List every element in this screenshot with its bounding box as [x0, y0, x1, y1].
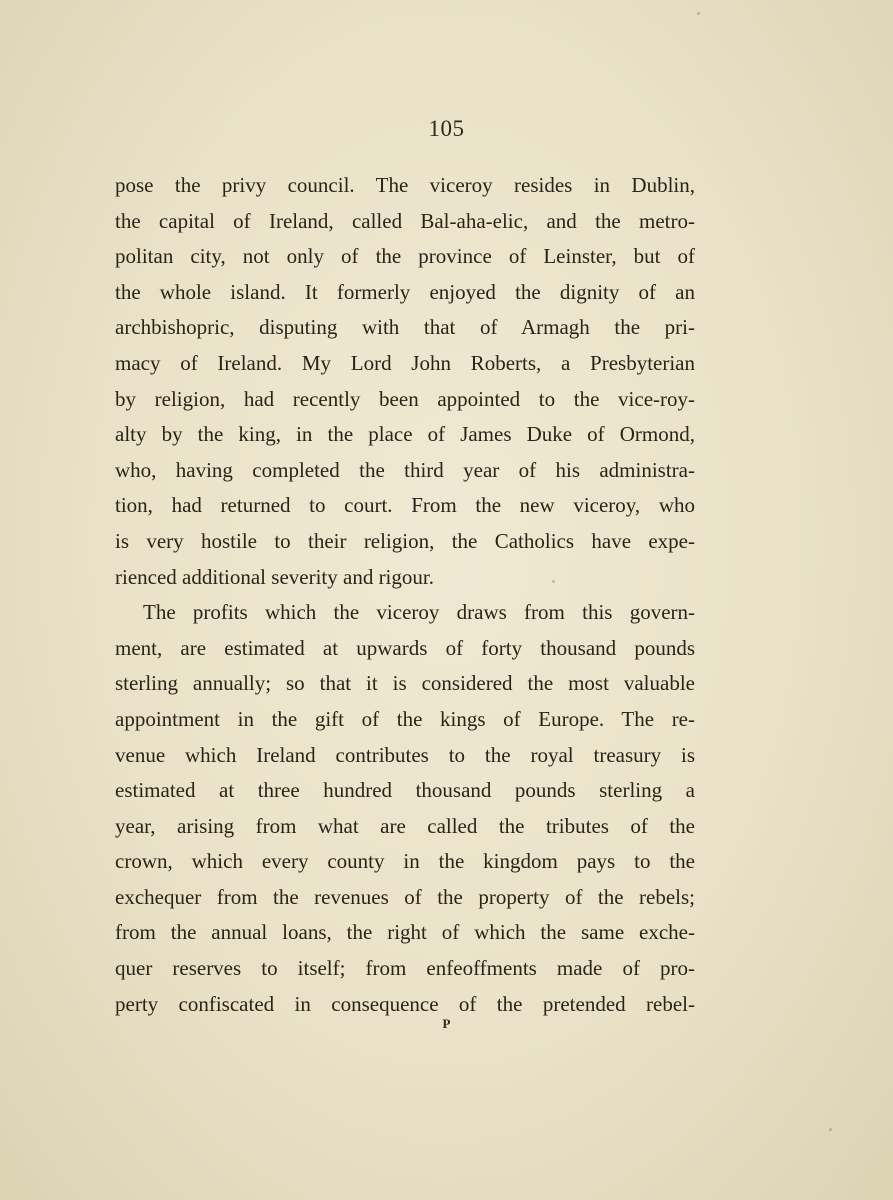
text-line: quer reserves to itself; from enfeoffments made of pro-	[115, 956, 695, 981]
text-line: sterling annually; so that it is considered the most valuable	[115, 671, 695, 696]
text-line: alty by the king, in the place of James Duke of Ormond,	[115, 422, 695, 447]
text-line: crown, which every county in the kingdom pays to the	[115, 849, 695, 874]
text-line: who, having completed the third year of his administra-	[115, 457, 695, 482]
text-line: venue which Ireland contributes to the royal treasury is	[115, 742, 695, 767]
text-line: exchequer from the revenues of the property of the rebels;	[115, 884, 695, 909]
paper-speck	[829, 1128, 832, 1131]
text-line: ment, are estimated at upwards of forty thousand pounds	[115, 635, 695, 660]
text-line: rienced additional severity and rigour.	[115, 564, 434, 589]
text-line: tion, had returned to court. From the new viceroy, who	[115, 493, 695, 518]
body-text	[115, 168, 695, 1022]
text-line: from the annual loans, the right of which the same exche-	[115, 920, 695, 945]
text-line: year, arising from what are called the tributes of the	[115, 813, 695, 838]
text-line: perty confiscated in consequence of the pretended rebel-	[115, 991, 695, 1016]
text-line: The profits which the viceroy draws from this govern-	[143, 600, 695, 625]
text-line: the whole island. It formerly enjoyed the dignity of an	[115, 279, 695, 304]
text-line: the capital of Ireland, called Bal-aha-elic, and the metro-	[115, 208, 695, 233]
text-line: estimated at three hundred thousand pounds sterling a	[115, 778, 695, 803]
text-line: macy of Ireland. My Lord John Roberts, a Presbyterian	[115, 350, 695, 375]
page-number: 105	[428, 116, 465, 141]
text-line: is very hostile to their religion, the Catholics have expe-	[115, 528, 695, 553]
signature-mark: P	[442, 1016, 451, 1031]
text-line: archbishopric, disputing with that of Armagh the pri-	[115, 315, 695, 340]
text-line: appointment in the gift of the kings of Europe. The re-	[115, 706, 695, 731]
paper-speck	[552, 580, 555, 583]
text-line: by religion, had recently been appointed to the vice-roy-	[115, 386, 695, 411]
paper-speck	[697, 12, 700, 15]
text-line: pose the privy council. The viceroy resides in Dublin,	[115, 173, 695, 197]
text-line: politan city, not only of the province of Leinster, but of	[115, 244, 695, 269]
